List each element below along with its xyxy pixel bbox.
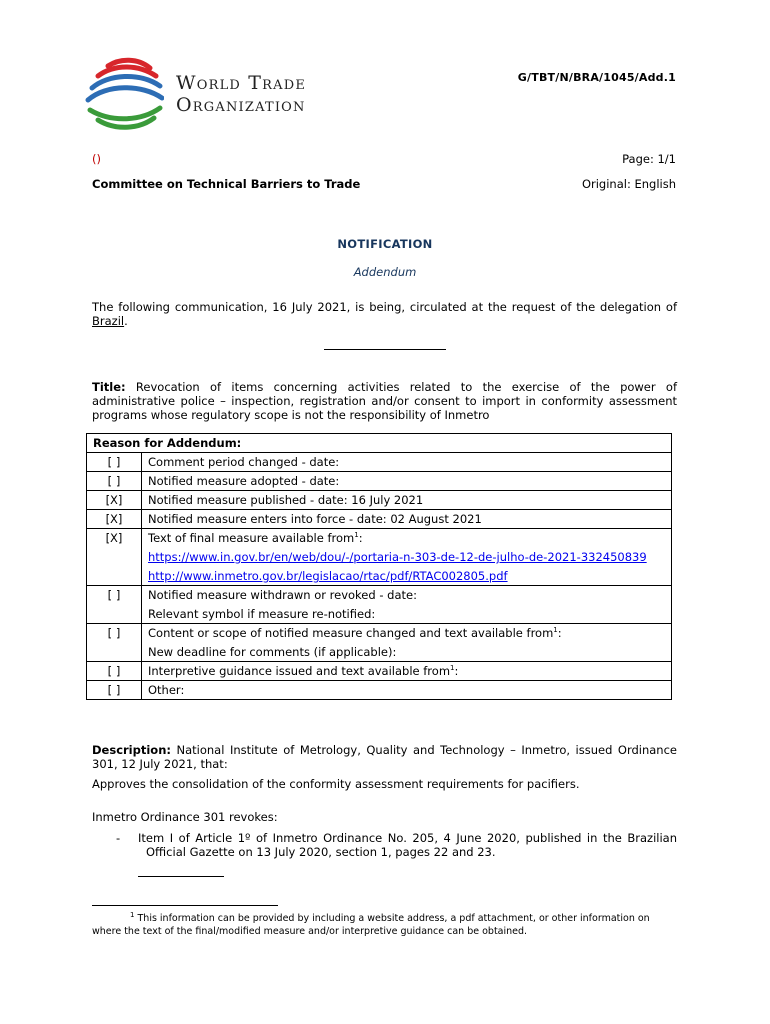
checkbox-mark: [ ] xyxy=(87,453,142,472)
footnote-number: 1 xyxy=(130,910,135,919)
table-row xyxy=(87,681,672,700)
footnote-ref: 1 xyxy=(450,664,455,673)
committee-name: Committee on Technical Barriers to Trade xyxy=(92,177,361,191)
reason-line xyxy=(148,626,665,640)
title-paragraph xyxy=(92,380,677,422)
reason-table xyxy=(86,433,672,700)
reason-text: Notified measure published - date: 16 July 2021 xyxy=(142,491,672,510)
revokes-paragraph: Inmetro Ordinance 301 revokes: xyxy=(92,810,278,824)
table-row xyxy=(87,453,672,472)
revoked-item-text: Item I of Article 1º of Inmetro Ordinance No. 205, 4 June 2020, published in the Brazilian Official Gazette on 13 July 2020, section 1, pages 22 and 23. xyxy=(138,831,677,859)
table-row xyxy=(87,586,672,624)
document-date-placeholder: () xyxy=(92,152,101,166)
org-name-line2: Organization xyxy=(176,94,306,116)
reason-text: Notified measure adopted - date: xyxy=(142,472,672,491)
reason-text: Other: xyxy=(142,681,672,700)
reason-line xyxy=(148,531,665,545)
table-row xyxy=(87,529,672,586)
org-name xyxy=(176,72,306,116)
table-row xyxy=(87,662,672,681)
document-symbol: G/TBT/N/BRA/1045/Add.1 xyxy=(517,71,676,84)
reason-tail: : xyxy=(454,664,459,678)
checkbox-mark: [X] xyxy=(87,491,142,510)
org-name-line1: World Trade xyxy=(176,72,307,94)
title-text: Revocation of items concerning activities related to the exercise of the power of administrative police – inspection, registration and/or consent to import in conformity assessment programs whose regulatory scope is not the responsibility of Inmetro xyxy=(92,380,677,422)
description-text: National Institute of Metrology, Quality and Technology – Inmetro, issued Ordinance 301, 12 July 2021, that: xyxy=(92,743,677,771)
intro-end: . xyxy=(124,314,128,328)
approves-paragraph: Approves the consolidation of the conformity assessment requirements for pacifiers. xyxy=(92,777,580,791)
table-row xyxy=(87,491,672,510)
reason-tail: : xyxy=(557,626,562,640)
reason-cell xyxy=(142,624,672,662)
checkbox-mark: [ ] xyxy=(87,681,142,700)
table-row xyxy=(87,472,672,491)
gazette-link[interactable]: https://www.in.gov.br/en/web/dou/-/portaria-n-303-de-12-de-julho-de-2021-332450839 xyxy=(148,550,647,564)
separator-line xyxy=(324,349,446,350)
reason-cell xyxy=(142,662,672,681)
reason-cell xyxy=(142,529,672,586)
intro-paragraph xyxy=(92,300,677,328)
footnote-ref: 1 xyxy=(553,626,558,635)
reason-text: Interpretive guidance issued and text available from xyxy=(148,664,451,678)
reason-text: Notified measure withdrawn or revoked - date: xyxy=(148,588,417,602)
reason-header: Reason for Addendum: xyxy=(87,434,672,453)
revoked-item xyxy=(116,831,677,859)
member-name: Brazil xyxy=(92,314,125,328)
description-label: Description: xyxy=(92,743,171,757)
reason-text: Comment period changed - date: xyxy=(142,453,672,472)
page-number: Page: 1/1 xyxy=(622,152,676,166)
footnote-text: This information can be provided by including a website address, a pdf attachment, or other information on where the text of the final/modified measure and/or interpretive guidance can be obtained. xyxy=(92,913,650,937)
footnote-rule xyxy=(92,905,278,906)
intro-text: The following communication, 16 July 2021, is being, circulated at the request of the delegation of xyxy=(92,300,677,314)
reason-subtext: Relevant symbol if measure re-notified: xyxy=(148,607,376,621)
reason-header-row xyxy=(87,434,672,453)
checkbox-mark: [ ] xyxy=(87,624,142,662)
checkbox-mark: [ ] xyxy=(87,662,142,681)
original-language: Original: English xyxy=(581,177,676,191)
reason-subtext: New deadline for comments (if applicable): xyxy=(148,645,397,659)
wto-emblem-icon xyxy=(84,56,164,132)
notification-title: NOTIFICATION xyxy=(337,237,433,251)
wto-logo xyxy=(84,56,334,132)
reason-text: Notified measure enters into force - date: 02 August 2021 xyxy=(142,510,672,529)
reason-text: Content or scope of notified measure changed and text available from xyxy=(148,626,554,640)
footnote xyxy=(92,912,677,938)
checkbox-mark: [X] xyxy=(87,510,142,529)
inmetro-link[interactable]: http://www.inmetro.gov.br/legislacao/rtac/pdf/RTAC002805.pdf xyxy=(148,569,508,583)
reason-cell xyxy=(142,586,672,624)
end-line xyxy=(138,876,224,877)
title-label: Title: xyxy=(92,380,126,394)
checkbox-mark: [ ] xyxy=(87,586,142,624)
reason-tail: : xyxy=(358,531,363,545)
checkbox-mark: [X] xyxy=(87,529,142,586)
checkbox-mark: [ ] xyxy=(87,472,142,491)
notification-subtitle: Addendum xyxy=(353,265,417,279)
table-row xyxy=(87,510,672,529)
description-paragraph xyxy=(92,743,677,771)
footnote-ref: 1 xyxy=(354,531,359,540)
reason-text: Text of final measure available from xyxy=(148,531,355,545)
list-dash: - xyxy=(116,831,121,845)
table-row xyxy=(87,624,672,662)
